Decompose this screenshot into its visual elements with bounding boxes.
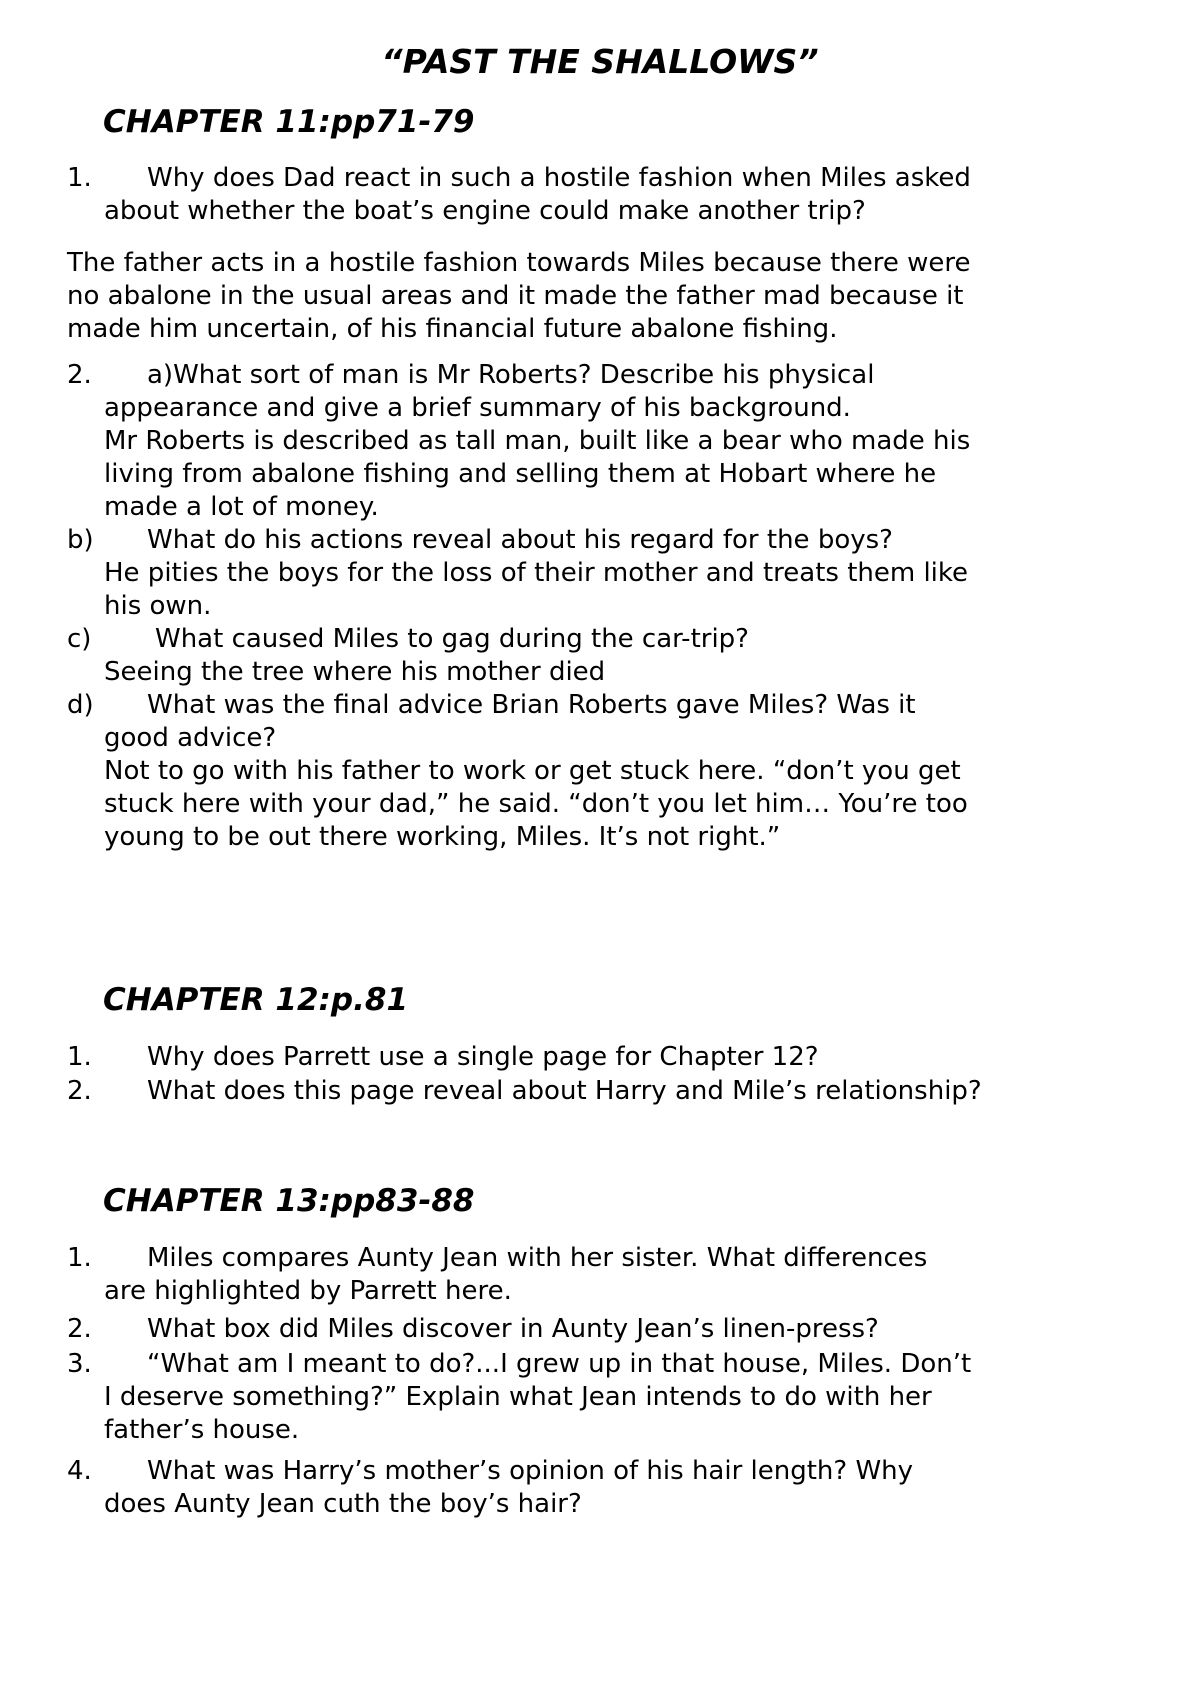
question-number: 4. <box>67 1456 92 1486</box>
question-text: What was Harry’s mother’s opinion of his hair length? Why <box>147 1456 914 1486</box>
chapter-11-heading: CHAPTER 11:pp71-79 <box>103 104 475 140</box>
question-text: What was the final advice Brian Roberts gave Miles? Was it <box>147 690 916 720</box>
question-text: good advice? <box>104 723 277 753</box>
answer-text: his own. <box>104 591 212 621</box>
question-number: 1. <box>67 1042 92 1072</box>
question-text: What do his actions reveal about his regard for the boys? <box>147 525 893 555</box>
question-text: What does this page reveal about Harry and Mile’s relationship? <box>147 1076 982 1106</box>
page-title: “PAST THE SHALLOWS” <box>381 42 819 81</box>
answer-text: He pities the boys for the loss of their mother and treats them like <box>104 558 969 588</box>
question-number: 1. <box>67 163 92 193</box>
question-text: Why does Dad react in such a hostile fashion when Miles asked <box>147 163 971 193</box>
question-text: “What am I meant to do?...I grew up in that house, Miles. Don’t <box>147 1349 972 1379</box>
question-text: a)What sort of man is Mr Roberts? Describe his physical <box>147 360 875 390</box>
question-number: 2. <box>67 1076 92 1106</box>
question-text: What caused Miles to gag during the car-trip? <box>155 624 749 654</box>
question-text: appearance and give a brief summary of his background. <box>104 393 851 423</box>
question-text: What box did Miles discover in Aunty Jean’s linen-press? <box>147 1314 879 1344</box>
answer-text: made him uncertain, of his financial future abalone fishing. <box>67 314 838 344</box>
question-text: does Aunty Jean cuth the boy’s hair? <box>104 1489 582 1519</box>
answer-text: young to be out there working, Miles. It’s not right.” <box>104 822 781 852</box>
chapter-13-heading: CHAPTER 13:pp83-88 <box>103 1183 475 1219</box>
question-number: 2. <box>67 1314 92 1344</box>
question-number: 2. <box>67 360 92 390</box>
question-number: 3. <box>67 1349 92 1379</box>
question-number: 1. <box>67 1243 92 1273</box>
answer-text: stuck here with your dad,” he said. “don’t you let him… You’re too <box>104 789 968 819</box>
answer-text: The father acts in a hostile fashion towards Miles because there were <box>67 248 971 278</box>
chapter-12-heading: CHAPTER 12:p.81 <box>103 982 409 1018</box>
question-text: about whether the boat’s engine could make another trip? <box>104 196 866 226</box>
question-text: I deserve something?” Explain what Jean intends to do with her <box>104 1382 932 1412</box>
question-text: father’s house. <box>104 1415 300 1445</box>
answer-text: living from abalone fishing and selling them at Hobart where he <box>104 459 937 489</box>
question-letter: d) <box>67 690 94 720</box>
answer-text: Seeing the tree where his mother died <box>104 657 606 687</box>
question-text: Why does Parrett use a single page for Chapter 12? <box>147 1042 819 1072</box>
question-letter: c) <box>67 624 92 654</box>
question-text: Miles compares Aunty Jean with her sister. What differences <box>147 1243 928 1273</box>
question-text: are highlighted by Parrett here. <box>104 1276 512 1306</box>
question-letter: b) <box>67 525 94 555</box>
answer-text: no abalone in the usual areas and it made the father mad because it <box>67 281 964 311</box>
answer-text: Mr Roberts is described as tall man, built like a bear who made his <box>104 426 971 456</box>
answer-text: made a lot of money. <box>104 492 379 522</box>
answer-text: Not to go with his father to work or get stuck here. “don’t you get <box>104 756 961 786</box>
